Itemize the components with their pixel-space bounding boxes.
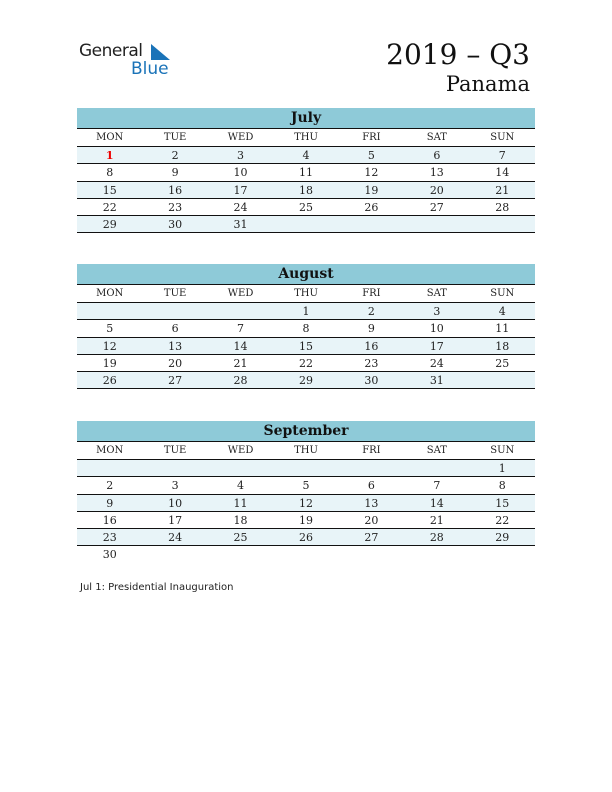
week-row <box>77 477 535 494</box>
weekday-label: FRI <box>362 445 381 456</box>
day-cell[interactable]: 26 <box>102 374 117 388</box>
day-cell[interactable]: 21 <box>233 356 248 370</box>
holiday-note: Jul 1: Presidential Inauguration <box>80 582 234 593</box>
day-cell <box>142 303 207 319</box>
day-cell[interactable]: 2 <box>106 479 114 493</box>
day-cell[interactable]: 4 <box>302 149 310 162</box>
day-cell[interactable]: 20 <box>168 356 183 370</box>
day-cell <box>273 460 338 476</box>
weekday-label: TUE <box>163 132 187 143</box>
day-cell <box>339 546 404 563</box>
month-header: August <box>77 264 535 285</box>
day-cell[interactable]: 17 <box>429 339 444 353</box>
day-cell[interactable]: 11 <box>298 166 313 180</box>
day-cell[interactable]: 11 <box>495 322 510 336</box>
month-header: July <box>77 108 535 129</box>
day-cell[interactable]: 13 <box>429 166 444 180</box>
day-cell[interactable]: 14 <box>495 166 510 180</box>
day-cell[interactable]: 26 <box>364 200 379 214</box>
day-cell[interactable]: 7 <box>433 479 441 493</box>
day-cell[interactable]: 8 <box>498 479 506 493</box>
logo <box>79 42 169 78</box>
day-cell[interactable]: 26 <box>298 531 313 545</box>
day-cell <box>404 216 469 232</box>
day-cell <box>208 460 273 476</box>
day-cell[interactable]: 27 <box>364 531 379 545</box>
day-cell <box>470 546 535 563</box>
day-cell[interactable]: 12 <box>364 166 379 180</box>
month-august <box>77 264 535 389</box>
weekday-label: TUE <box>163 288 187 299</box>
week-row <box>77 546 535 563</box>
day-cell[interactable]: 10 <box>168 496 183 510</box>
weekday-label: SAT <box>426 288 447 299</box>
day-cell[interactable]: 15 <box>495 496 510 510</box>
day-cell[interactable]: 16 <box>102 513 117 527</box>
weekday-header-row <box>77 129 535 147</box>
day-cell[interactable]: 19 <box>298 513 313 527</box>
weekday-label: TUE <box>163 445 187 456</box>
day-cell[interactable]: 30 <box>168 218 183 232</box>
day-cell <box>339 460 404 476</box>
day-cell[interactable]: 5 <box>302 479 310 493</box>
day-cell[interactable]: 18 <box>495 339 510 353</box>
day-cell[interactable]: 9 <box>106 496 114 510</box>
day-cell[interactable]: 31 <box>429 374 444 388</box>
day-cell[interactable]: 22 <box>102 200 117 214</box>
day-cell[interactable]: 10 <box>429 322 444 336</box>
day-cell[interactable]: 7 <box>237 322 245 336</box>
week-row <box>77 512 535 529</box>
month-september <box>77 421 535 564</box>
day-cell[interactable]: 25 <box>298 200 313 214</box>
day-cell[interactable]: 9 <box>171 166 179 180</box>
holiday-day-cell[interactable]: 1 <box>105 149 114 162</box>
day-cell[interactable]: 24 <box>429 356 444 370</box>
day-cell[interactable]: 22 <box>298 356 313 370</box>
day-cell[interactable]: 23 <box>364 356 379 370</box>
logo-text-blue: Blue <box>131 59 169 79</box>
day-cell[interactable]: 28 <box>233 374 248 388</box>
day-cell[interactable]: 16 <box>364 339 379 353</box>
week-row <box>77 338 535 355</box>
day-cell[interactable]: 6 <box>171 322 179 336</box>
day-cell[interactable]: 22 <box>495 513 510 527</box>
day-cell[interactable]: 4 <box>498 305 506 318</box>
day-cell[interactable]: 8 <box>302 322 310 336</box>
day-cell[interactable]: 3 <box>237 149 245 162</box>
day-cell <box>273 546 338 563</box>
weekday-label: WED <box>227 288 254 299</box>
day-cell[interactable]: 16 <box>168 183 183 197</box>
day-cell[interactable]: 15 <box>102 183 117 197</box>
month-header: September <box>77 421 535 442</box>
weekday-label: SUN <box>490 445 515 456</box>
day-cell[interactable]: 2 <box>171 149 179 162</box>
day-cell[interactable]: 30 <box>364 374 379 388</box>
week-row <box>77 303 535 320</box>
day-cell[interactable]: 25 <box>233 531 248 545</box>
day-cell[interactable]: 18 <box>298 183 313 197</box>
day-cell[interactable]: 8 <box>106 166 114 180</box>
day-cell[interactable]: 24 <box>168 531 183 545</box>
week-row <box>77 164 535 181</box>
day-cell[interactable]: 6 <box>367 479 375 493</box>
day-cell[interactable]: 1 <box>498 462 506 475</box>
day-cell[interactable]: 29 <box>298 374 313 388</box>
week-row <box>77 529 535 546</box>
weekday-label: MON <box>96 132 124 143</box>
day-cell[interactable]: 27 <box>168 374 183 388</box>
day-cell[interactable]: 4 <box>237 479 245 493</box>
day-cell[interactable]: 14 <box>429 496 444 510</box>
weekday-label: SUN <box>490 132 515 143</box>
day-cell[interactable]: 18 <box>233 513 248 527</box>
day-cell[interactable]: 28 <box>429 531 444 545</box>
day-cell <box>142 546 207 563</box>
week-row <box>77 147 535 164</box>
day-cell[interactable]: 29 <box>102 218 117 232</box>
weekday-header-row <box>77 285 535 303</box>
day-cell[interactable]: 23 <box>102 531 117 545</box>
day-cell <box>273 216 338 232</box>
day-cell[interactable]: 14 <box>233 339 248 353</box>
weekday-label: FRI <box>362 132 381 143</box>
day-cell <box>470 372 535 388</box>
day-cell <box>208 546 273 563</box>
day-cell[interactable]: 30 <box>102 548 117 562</box>
country-name: Panama <box>445 72 530 96</box>
month-july <box>77 108 535 233</box>
day-cell[interactable]: 19 <box>364 183 379 197</box>
weekday-label: THU <box>294 445 318 456</box>
day-cell[interactable]: 6 <box>433 149 441 162</box>
day-cell[interactable]: 1 <box>302 305 310 318</box>
day-cell <box>470 216 535 232</box>
day-cell[interactable]: 15 <box>298 339 313 353</box>
day-cell[interactable]: 2 <box>367 305 375 318</box>
day-cell[interactable]: 21 <box>429 513 444 527</box>
weekday-label: FRI <box>362 288 381 299</box>
weekday-label: THU <box>294 132 318 143</box>
day-cell[interactable]: 28 <box>495 200 510 214</box>
day-cell[interactable]: 31 <box>233 218 248 232</box>
day-cell <box>404 460 469 476</box>
day-cell[interactable]: 21 <box>495 183 510 197</box>
day-cell[interactable]: 9 <box>367 322 375 336</box>
weekday-label: WED <box>227 445 254 456</box>
day-cell <box>77 303 142 319</box>
weekday-label: SUN <box>490 288 515 299</box>
day-cell[interactable]: 27 <box>429 200 444 214</box>
day-cell[interactable]: 11 <box>233 496 248 510</box>
day-cell[interactable]: 5 <box>367 149 375 162</box>
weekday-label: WED <box>227 132 254 143</box>
day-cell[interactable]: 25 <box>495 356 510 370</box>
day-cell[interactable]: 23 <box>168 200 183 214</box>
day-cell <box>77 460 142 476</box>
week-row <box>77 216 535 233</box>
day-cell[interactable]: 12 <box>102 339 117 353</box>
week-row <box>77 199 535 216</box>
day-cell <box>404 546 469 563</box>
logo-text-general: General <box>79 41 143 61</box>
weekday-label: SAT <box>426 445 447 456</box>
day-cell[interactable]: 7 <box>498 149 506 162</box>
day-cell[interactable]: 5 <box>106 322 114 336</box>
day-cell[interactable]: 19 <box>102 356 117 370</box>
week-row <box>77 495 535 512</box>
day-cell <box>208 303 273 319</box>
week-row <box>77 460 535 477</box>
day-cell[interactable]: 29 <box>495 531 510 545</box>
day-cell[interactable]: 10 <box>233 166 248 180</box>
day-cell[interactable]: 12 <box>298 496 313 510</box>
day-cell[interactable]: 13 <box>168 339 183 353</box>
weekday-label: THU <box>294 288 318 299</box>
day-cell[interactable]: 17 <box>233 183 248 197</box>
day-cell[interactable]: 24 <box>233 200 248 214</box>
day-cell[interactable]: 20 <box>429 183 444 197</box>
weekday-label: MON <box>96 288 124 299</box>
day-cell[interactable]: 20 <box>364 513 379 527</box>
week-row <box>77 182 535 199</box>
weekday-header-row <box>77 442 535 460</box>
weekday-label: SAT <box>426 132 447 143</box>
day-cell <box>142 460 207 476</box>
day-cell[interactable]: 17 <box>168 513 183 527</box>
day-cell <box>339 216 404 232</box>
day-cell[interactable]: 3 <box>433 305 441 318</box>
week-row <box>77 355 535 372</box>
week-row <box>77 320 535 337</box>
page-title: 2019 – Q3 <box>386 38 530 71</box>
day-cell[interactable]: 3 <box>171 479 179 493</box>
logo-triangle-icon <box>151 44 170 60</box>
week-row <box>77 372 535 389</box>
weekday-label: MON <box>96 445 124 456</box>
day-cell[interactable]: 13 <box>364 496 379 510</box>
